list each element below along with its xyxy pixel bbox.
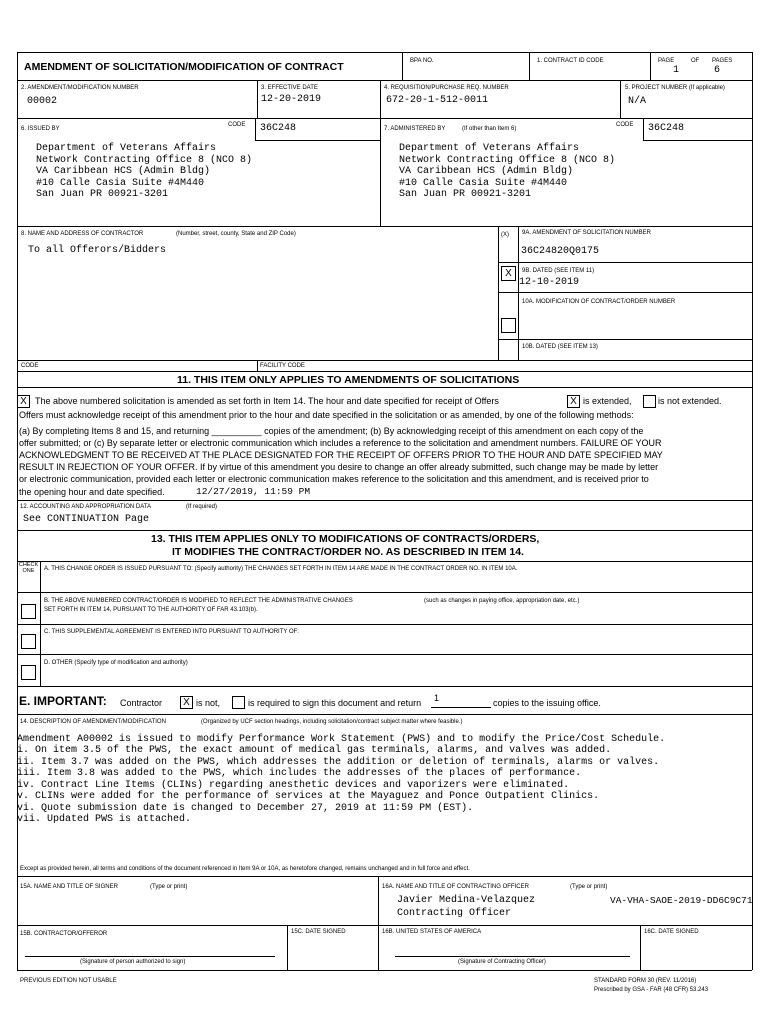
officer-signature-line — [395, 956, 630, 957]
officer-id: VA-VHA-SAOE-2019-DD6C9C71 — [610, 895, 753, 906]
option-d-text: D. OTHER (Specify type of modification and authority) — [44, 660, 188, 666]
item-11-para-line: (a) By completing Items 8 and 15, and returning __________ copies of the amendment; (b) By acknowledging receipt of this amendment on each copy of the — [19, 426, 644, 436]
dated-9b-value: 12-10-2019 — [519, 277, 580, 288]
item-11-para-line: the opening hour and date specified. — [19, 487, 165, 497]
important-contractor: Contractor — [120, 698, 163, 708]
option-a-text: A. THIS CHANGE ORDER IS ISSUED PURSUANT TO: (Specify authority) THE CHANGES SET FORTH IN ITEM 14 ARE MADE IN THE CONTRACT ORDER NO. IN ITEM 10A. — [44, 566, 518, 572]
effective-date-value: 12-20-2019 — [261, 94, 322, 105]
modification-10a-label: 10A. MODIFICATION OF CONTRACT/ORDER NUMBER — [522, 299, 676, 305]
officer-type-print: (Type or print) — [570, 884, 608, 890]
check-is-not[interactable]: X — [180, 696, 193, 709]
amendment-number-value: 00002 — [27, 96, 58, 107]
check-option-b[interactable] — [21, 604, 36, 619]
pages-value: 6 — [714, 65, 721, 76]
dated-9b-label: 9B. DATED (SEE ITEM 11) — [522, 268, 595, 274]
x-column-label: (X) — [501, 232, 509, 238]
check-one-label: CHECK ONE — [18, 562, 39, 574]
option-b-text-1: B. THE ABOVE NUMBERED CONTRACT/ORDER IS MODIFIED TO REFLECT THE ADMINISTRATIVE CHANGES — [44, 598, 353, 604]
is-not-label: is not, — [196, 698, 221, 708]
page-value: 1 — [673, 65, 680, 76]
item-11-para-line: or electronic communication, provided each letter or electronic communication makes reference to the solicitation and this amendment, and is received prior to — [19, 474, 649, 484]
item-11-line-2: Offers must acknowledge receipt of this amendment prior to the hour and date specified in the solicitation or as amended, by one of the following methods: — [19, 410, 634, 420]
option-c-text: C. THIS SUPPLEMENTAL AGREEMENT IS ENTERED INTO PURSUANT TO AUTHORITY OF: — [44, 629, 299, 635]
contractor-value: To all Offerors/Bidders — [28, 245, 167, 256]
requisition-label: 4. REQUISITION/PURCHASE REQ. NUMBER — [384, 85, 509, 91]
bpa-label: BPA NO. — [410, 58, 434, 64]
description-line: vi. Quote submission date is changed to December 27, 2019 at 11:59 PM (EST). — [17, 803, 474, 814]
submission-deadline: 12/27/2019, 11:59 PM — [196, 486, 311, 497]
form-title: AMENDMENT OF SOLICITATION/MODIFICATION OF CONTRACT — [24, 61, 344, 73]
administered-by-label: 7. ADMINISTERED BY — [384, 126, 446, 132]
issued-by-label: 6. ISSUED BY — [21, 126, 60, 132]
item-11-para-line: ACKNOWLEDGMENT TO BE RECEIVED AT THE PLACE DESIGNATED FOR THE RECEIPT OF OFFERS PRIOR TO THE HOUR AND DATE SPECIFIED MAY — [19, 450, 663, 460]
issued-by-address: Department of Veterans Affairs Network Contracting Office 8 (NCO 8) VA Caribbean HCS (Admin Bldg) #10 Calle Casia Suite #4M440 San Juan PR 00921-3201 — [36, 143, 253, 200]
contractor-note: (Number, street, county, State and ZIP Code) — [176, 231, 296, 237]
facility-code-label: FACILITY CODE — [260, 363, 305, 369]
description-line: iv. Contract Line Items (CLINs) regarding anesthetic devices and vaporizers were eliminated. — [17, 780, 570, 791]
check-10b[interactable] — [501, 318, 516, 333]
issued-code-label: CODE — [228, 122, 246, 128]
item-11-heading: 11. THIS ITEM ONLY APPLIES TO AMENDMENTS OF SOLICITATIONS — [177, 374, 520, 386]
admin-code-value: 36C248 — [648, 123, 685, 134]
project-number-value: N/A — [628, 96, 647, 107]
usa-label: 16B. UNITED STATES OF AMERICA — [382, 929, 482, 935]
description-line: Amendment A00002 is issued to modify Performance Work Statement (PWS) and to modify the Price/Cost Schedule. — [17, 734, 666, 745]
copies-tail: copies to the issuing office. — [493, 698, 601, 708]
check-9b[interactable]: X — [501, 266, 516, 281]
standard-form: STANDARD FORM 30 (REV. 11/2016) — [594, 978, 697, 984]
item-11-line-1: The above numbered solicitation is amended as set forth in Item 14. The hour and date specified for receipt of Offers — [35, 396, 499, 406]
description-line: iii. Item 3.8 was added to the PWS, which includes the addresses of the places of performance. — [17, 768, 582, 779]
prescribed-by: Prescribed by GSA - FAR (48 CFR) 53.243 — [594, 987, 709, 993]
signer-label: 15A. NAME AND TITLE OF SIGNER — [20, 884, 118, 890]
check-extended[interactable]: X — [567, 395, 580, 408]
admin-code-label: CODE — [616, 122, 634, 128]
code-label: CODE — [21, 363, 39, 369]
contractor-label: 8. NAME AND ADDRESS OF CONTRACTOR — [21, 231, 144, 237]
important-label: E. IMPORTANT: — [19, 694, 107, 708]
option-b-note: (such as changes in paying office, appropriation date, etc.) — [424, 598, 580, 604]
signer-type-print: (Type or print) — [150, 884, 188, 890]
except-text: Except as provided herein, all terms and conditions of the document referenced in Item 9A or 10A, as heretofore changed, remains unchanged and in full force and effect. — [20, 866, 470, 872]
item-13-heading-2: IT MODIFIES THE CONTRACT/ORDER NO. AS DESCRIBED IN ITEM 14. — [172, 546, 524, 558]
officer-name: Javier Medina-Velazquez — [397, 895, 536, 906]
description-line: i. On item 3.5 of the PWS, the exact amount of medical gas terminals, alarms, and valves was added. — [17, 745, 612, 756]
item-11-para-line: RESULT IN REJECTION OF YOUR OFFER. If by virtue of this amendment you desire to change an offer already submitted, such change may be made by letter — [19, 462, 659, 472]
option-b-text-2: SET FORTH IN ITEM 14, PURSUANT TO THE AUTHORITY OF FAR 43.103(b). — [44, 607, 258, 613]
copies-value: 1 — [434, 693, 440, 703]
dated-10b-label: 10B. DATED (SEE ITEM 13) — [522, 344, 598, 350]
check-is-required[interactable] — [232, 696, 245, 709]
previous-edition: PREVIOUS EDITION NOT USABLE — [20, 978, 117, 984]
check-not-extended[interactable] — [643, 395, 656, 408]
accounting-value: See CONTINUATION Page — [23, 514, 150, 525]
administered-by-address: Department of Veterans Affairs Network Contracting Office 8 (NCO 8) VA Caribbean HCS (Admin Bldg) #10 Calle Casia Suite #4M440 San Juan PR 00921-3201 — [399, 143, 616, 200]
contractor-signature-line — [25, 956, 275, 957]
signature-officer-caption: (Signature of Contracting Officer) — [458, 959, 546, 965]
page-label: PAGE — [658, 58, 675, 64]
date-signed-15c: 15C. DATE SIGNED — [291, 929, 346, 935]
effective-date-label: 3. EFFECTIVE DATE — [261, 85, 318, 91]
not-extended-label: is not extended. — [658, 396, 722, 406]
of-label: OF — [691, 58, 700, 64]
description-line: v. CLINs were added for the performance of services at the Mayaguez and Ponce Outpatient Clinics. — [17, 791, 600, 802]
solicitation-number-value: 36C24820Q0175 — [521, 246, 600, 257]
contractor-offeror-label: 15B. CONTRACTOR/OFFEROR — [20, 931, 108, 937]
pages-label: PAGES — [712, 58, 733, 64]
check-solicitation-amended[interactable]: X — [17, 395, 30, 408]
item-11-para-line: offer submitted; or (c) By separate letter or electronic communication which includes a reference to the solicitation and amendment numbers. FAILURE OF YOUR — [19, 438, 662, 448]
description-note: (Organized by UCF section headings, including solicitation/contract subject matter where feasible.) — [201, 719, 463, 725]
description-line: ii. Item 3.7 was added on the PWS, which addresses the addition or deletion of terminals, alarms or valves. — [17, 757, 660, 768]
is-required-label: is required to sign this document and return — [248, 698, 422, 708]
copies-blank-line — [431, 707, 491, 708]
amendment-number-label: 2. AMENDMENT/MODIFICATION NUMBER — [21, 85, 139, 91]
check-option-d[interactable] — [21, 665, 36, 680]
solicitation-number-label: 9A. AMENDMENT OF SOLICITATION NUMBER — [522, 230, 652, 236]
item-13-heading-1: 13. THIS ITEM APPLIES ONLY TO MODIFICATIONS OF CONTRACTS/ORDERS, — [151, 533, 540, 545]
officer-label: 16A. NAME AND TITLE OF CONTRACTING OFFICER — [382, 884, 529, 890]
project-number-label: 5. PROJECT NUMBER (If applicable) — [625, 85, 725, 91]
accounting-note: (If required) — [186, 504, 218, 510]
administered-by-note: (If other than Item 6) — [462, 126, 517, 132]
requisition-value: 672-20-1-512-0011 — [386, 95, 489, 106]
contract-id-label: 1. CONTRACT ID CODE — [537, 58, 604, 64]
date-signed-16c: 16C. DATE SIGNED — [644, 929, 699, 935]
extended-label: is extended, — [583, 396, 632, 406]
officer-title: Contracting Officer — [397, 908, 512, 919]
accounting-label: 12. ACCOUNTING AND APPROPRIATION DATA — [20, 504, 152, 510]
check-option-c[interactable] — [21, 634, 36, 649]
issued-code-value: 36C248 — [260, 123, 297, 134]
signature-person-caption: (Signature of person authorized to sign) — [80, 959, 186, 965]
description-label: 14. DESCRIPTION OF AMENDMENT/MODIFICATION — [20, 719, 166, 725]
description-line: vii. Updated PWS is attached. — [17, 814, 192, 825]
